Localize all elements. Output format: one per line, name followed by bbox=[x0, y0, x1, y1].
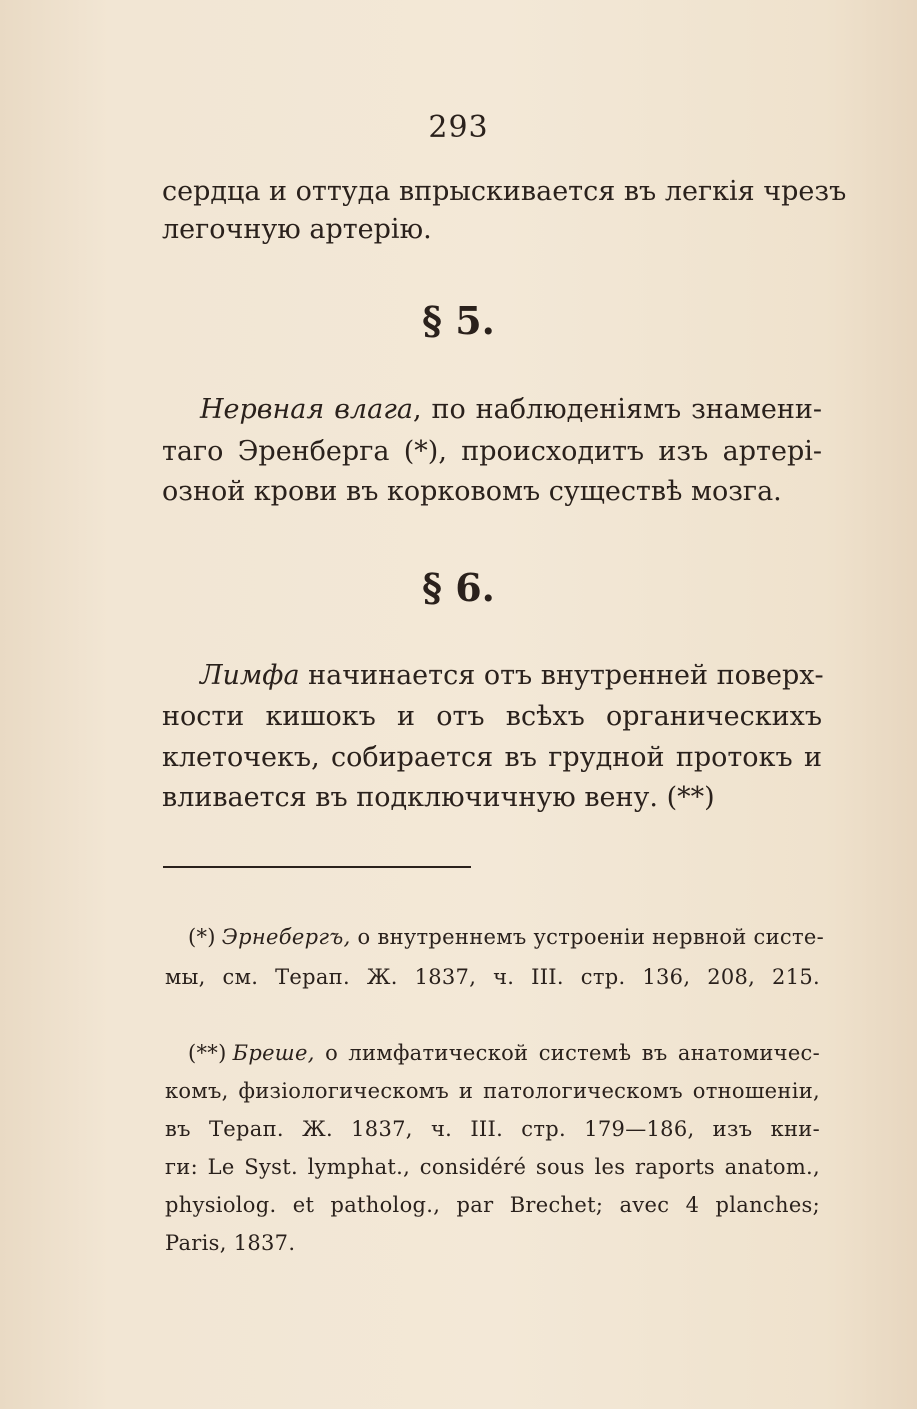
footnote-2-line: ги: Le Syst. lymphat., considéré sous les raports anatom., bbox=[165, 1155, 820, 1179]
section-6-line bbox=[200, 656, 822, 696]
section-6-term: Лимфа bbox=[200, 660, 300, 691]
footnote-2-author: Бреше, bbox=[232, 1041, 315, 1065]
section-6-heading: § 6. bbox=[422, 565, 495, 610]
footnote-2-line bbox=[188, 1036, 820, 1070]
footnote-1-text: о внутреннемъ устроеніи нервной систе- bbox=[350, 925, 824, 949]
footnote-1-mark: (*) bbox=[188, 925, 216, 949]
paragraph-line: легочную артерію. bbox=[162, 214, 432, 245]
section-5-line-text: , по наблюденіямъ знамени- bbox=[412, 394, 822, 425]
footnote-2-text: о лимфатической системѣ въ анатомичес- bbox=[314, 1041, 820, 1065]
footnote-1-line bbox=[188, 920, 824, 954]
footnote-1-line: мы, см. Терап. Ж. 1837, ч. III. стр. 136, 208, 215. bbox=[165, 965, 820, 989]
footnote-2-mark: (**) bbox=[188, 1041, 227, 1065]
paragraph-line: сердца и оттуда впрыскивается въ легкія чрезъ bbox=[162, 176, 847, 207]
footnote-2-line: комъ, физіологическомъ и патологическомъ отношеніи, bbox=[165, 1079, 820, 1103]
section-6-line: вливается въ подключичную вену. (**) bbox=[162, 782, 715, 813]
section-6-line: ности кишокъ и отъ всѣхъ органическихъ bbox=[162, 701, 822, 732]
section-5-line bbox=[200, 390, 822, 430]
footnote-2-line: Paris, 1837. bbox=[165, 1231, 296, 1255]
section-5-line: таго Эренберга (*), происходитъ изъ артері- bbox=[162, 436, 822, 467]
footnote-2-line: physiolog. et patholog., par Brechet; avec 4 planches; bbox=[165, 1193, 820, 1217]
section-5-heading: § 5. bbox=[422, 298, 495, 343]
footnote-2-line: въ Терап. Ж. 1837, ч. III. стр. 179—186, изъ кни- bbox=[165, 1117, 820, 1141]
section-5-line: озной крови въ корковомъ существѣ мозга. bbox=[162, 476, 782, 507]
section-5-term: Нервная влага bbox=[200, 394, 413, 425]
section-6-line-text: начинается отъ внутренней поверх- bbox=[299, 660, 824, 691]
section-6-line: клеточекъ, собирается въ грудной протокъ и bbox=[162, 742, 822, 773]
page-number: 293 bbox=[428, 110, 489, 145]
footnote-divider bbox=[163, 866, 471, 868]
footnote-1-author: Эрнебергъ, bbox=[221, 925, 351, 949]
